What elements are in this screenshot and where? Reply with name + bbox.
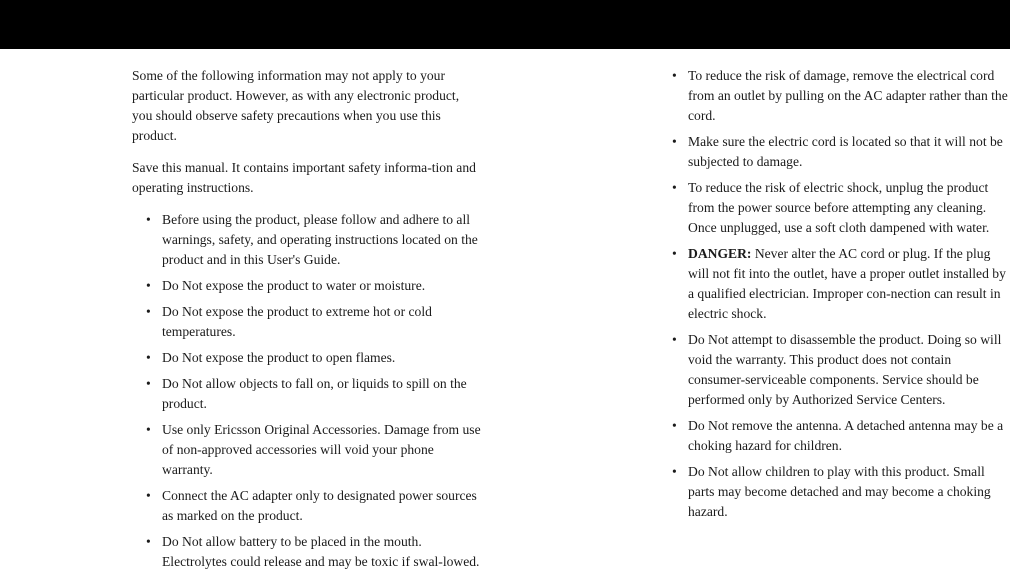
bullet-icon: • <box>672 332 677 347</box>
danger-text: Never alter the AC cord or plug. If the plug will not fit into the outlet, have a proper outlet installed by a qualified electrician. Improper con-nection can result in electric shock. <box>688 246 1006 321</box>
left-column <box>132 66 482 578</box>
right-bullet-list <box>670 66 1008 522</box>
list-item: • Do Not expose the product to water or moisture. <box>144 276 482 296</box>
list-item: • Make sure the electric cord is located so that it will not be subjected to damage. <box>672 134 1003 169</box>
list-item: • Do Not allow children to play with this product. Small parts may become detached and may become a choking hazard. <box>672 464 991 519</box>
bullet-icon: • <box>672 134 677 149</box>
bullet-icon: • <box>672 246 677 261</box>
list-item: • Do Not expose the product to extreme hot or cold temperatures. <box>146 304 432 339</box>
intro-paragraph: Some of the following information may not apply to your particular product. However, as with any electronic product, you should observe safety precautions when you use this product. <box>132 68 460 143</box>
list-item: • To reduce the risk of electric shock, unplug the product from the power source before attempting any cleaning. Once unplugged, use a soft cloth dampened with water. <box>672 180 990 235</box>
left-bullet-list <box>132 210 482 572</box>
list-item: • Do Not allow objects to fall on, or liquids to spill on the product. <box>146 376 467 411</box>
danger-list-item <box>670 244 1008 324</box>
list-item: • Connect the AC adapter only to designated power sources as marked on the product. <box>146 488 477 523</box>
list-item: • Do Not allow battery to be placed in the mouth. Electrolytes could release and may be toxic if swal-lowed. <box>146 534 480 569</box>
list-item: • Do Not attempt to disassemble the product. Doing so will void the warranty. This product does not contain consumer-serviceable components. Service should be performed only by Authorized Service Centers. <box>672 332 1002 407</box>
danger-label: DANGER: <box>688 246 752 261</box>
bullet-icon: • <box>146 488 151 503</box>
bullet-icon: • <box>672 180 677 195</box>
right-column <box>670 66 1008 528</box>
bullet-icon: • <box>146 534 151 549</box>
bullet-icon: • <box>672 68 677 83</box>
list-item: • Use only Ericsson Original Accessories. Damage from use of non-approved accessories will void your phone warranty. <box>146 422 481 477</box>
bullet-icon: • <box>146 422 151 437</box>
bullet-icon: • <box>146 350 151 365</box>
bullet-icon: • <box>672 464 677 479</box>
list-item: • Do Not expose the product to open flames. <box>144 348 482 368</box>
list-item: • Before using the product, please follow and adhere to all warnings, safety, and operating instructions located on the product and in this User's Guide. <box>146 212 478 267</box>
bullet-icon: • <box>146 304 151 319</box>
list-item: • To reduce the risk of damage, remove the electrical cord from an outlet by pulling on the AC adapter rather than the cord. <box>672 68 1008 123</box>
save-manual-paragraph: Save this manual. It contains important safety informa-tion and operating instructions. <box>132 160 476 195</box>
bullet-icon: • <box>146 212 151 227</box>
list-item: • Do Not remove the antenna. A detached antenna may be a choking hazard for children. <box>672 418 1004 453</box>
header-bar <box>0 0 1010 49</box>
bullet-icon: • <box>146 278 151 293</box>
bullet-icon: • <box>672 418 677 433</box>
bullet-icon: • <box>146 376 151 391</box>
